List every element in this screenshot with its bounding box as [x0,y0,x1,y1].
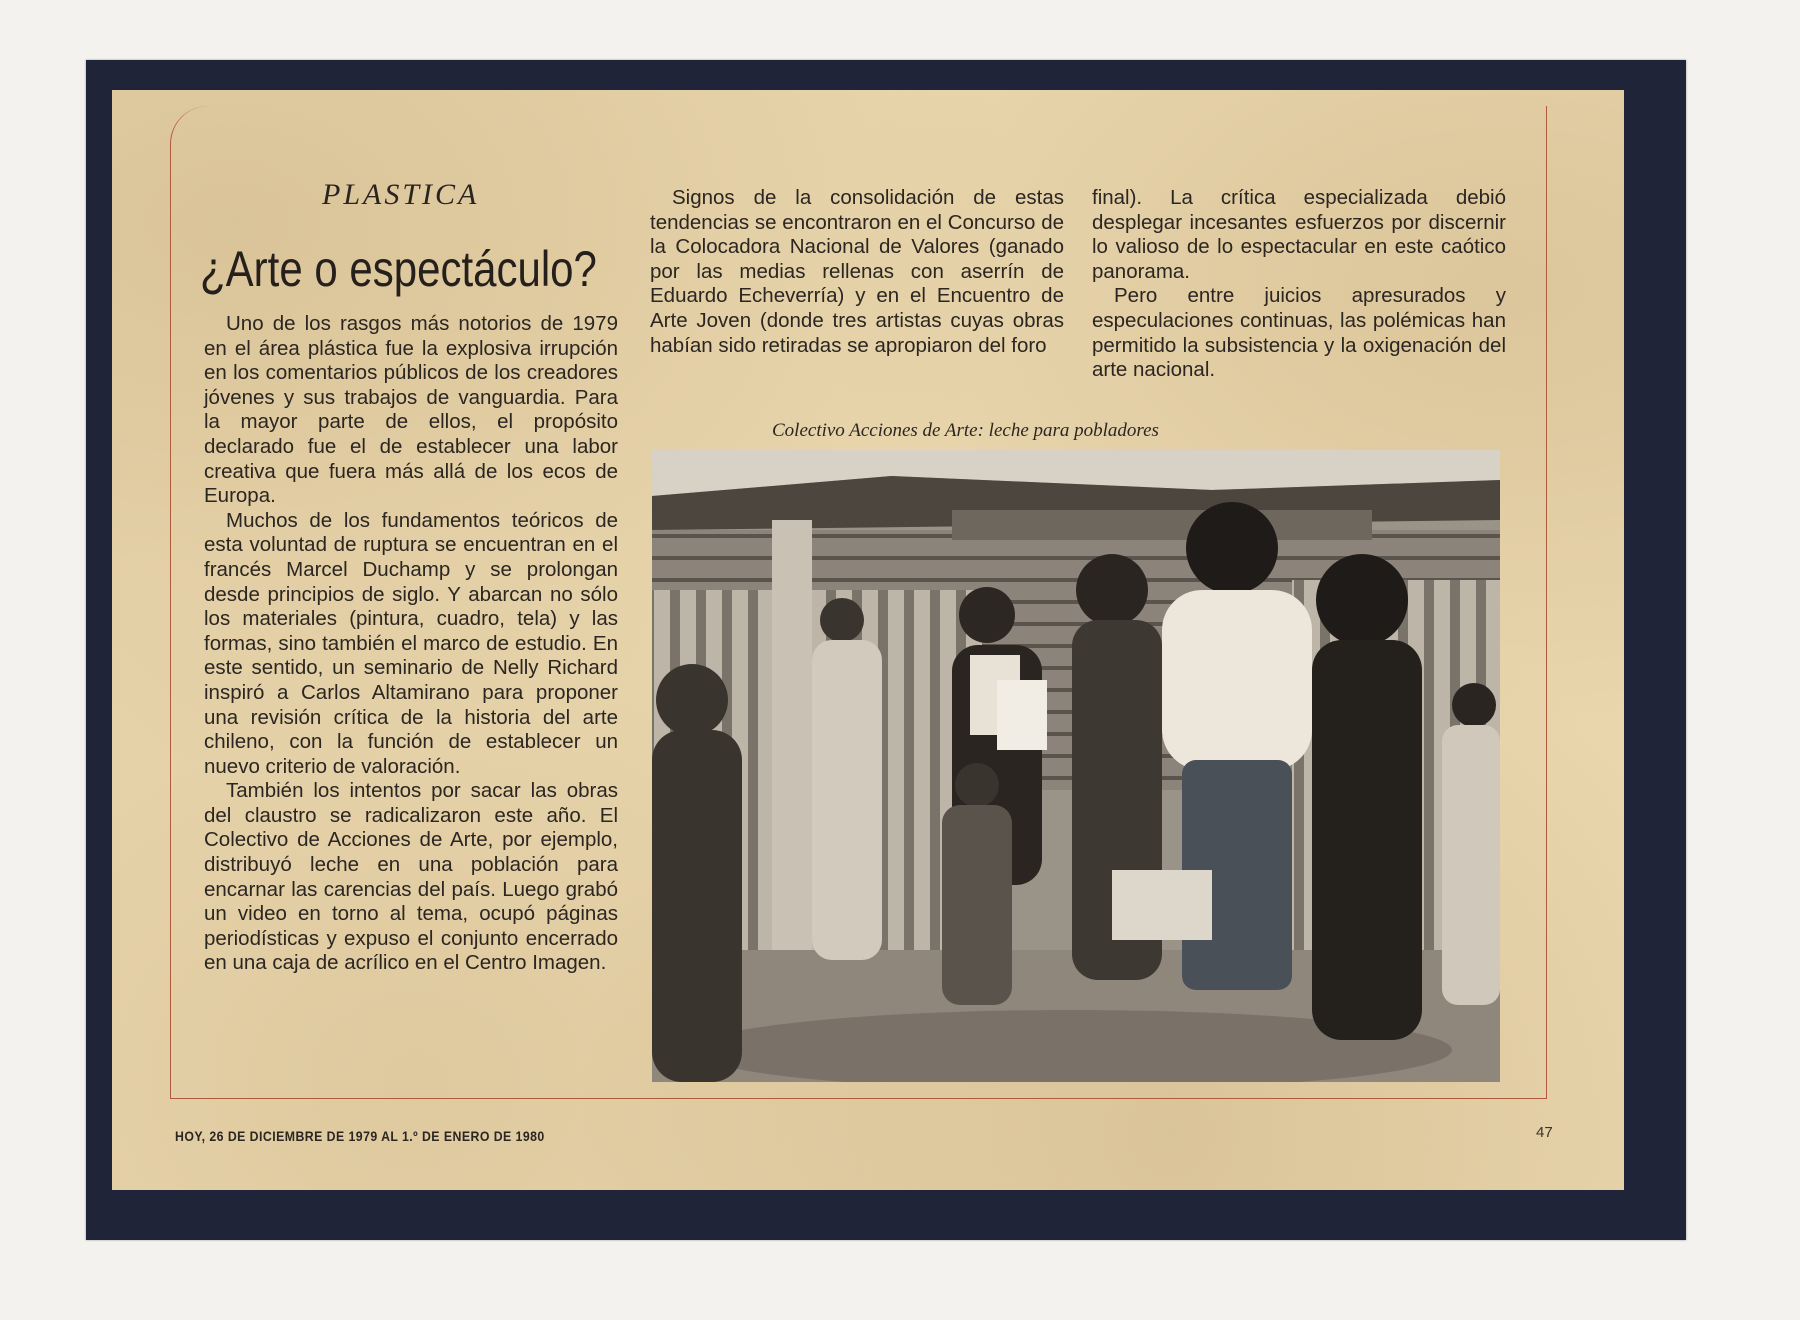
news-photo [652,450,1500,1082]
article-column-2 [650,186,1064,358]
paragraph: Signos de la consolidación de estas tendencias se encontraron en el Concurso de la Colocadora Nacional de Valores (ganado por las medias rellenas con aserrín de Eduardo Echeverría) y en el Encuentro de Arte Joven (donde tres artistas cuyas obras habían sido retiradas se apropiaron del foro [650,186,1064,357]
article-column-3 [1092,186,1506,383]
paragraph: Pero entre juicios apresurados y especulaciones continuas, las polémicas han permitido la subsistencia y la oxigenación del arte nacional. [1092,284,1506,382]
section-label: PLASTICA [322,178,480,211]
paragraph: También los intentos por sacar las obras del claustro se radicalizaron este año. El Colectivo de Acciones de Arte, por ejemplo, distribuyó leche en una población para encarnar las carencias del país. Luego grabó un video en torno al tema, ocupó páginas periodísticas y expuso el conjunto encerrado en una caja de acrílico en el Centro Imagen. [204,779,618,975]
photo-caption: Colectivo Acciones de Arte: leche para pobladores [772,420,1159,441]
paragraph: final). La crítica especializada debió desplegar incesantes esfuerzos por discernir lo valioso de lo espectacular en este caótico panorama. [1092,186,1506,283]
dark-mount-board [86,60,1686,1240]
newspaper-clipping [112,90,1624,1190]
headline: ¿Arte o espectáculo? [200,241,597,297]
article-column-1 [204,312,618,976]
paragraph: Muchos de los fundamentos teóricos de esta voluntad de ruptura se encuentran en el francés Marcel Duchamp y se prolongan desde principios de siglo. Y abarcan no sólo los materiales (pintura, cuadro, tela) y las formas, sino también el marco de estudio. En este sentido, un seminario de Nelly Richard inspiró a Carlos Altamirano para proponer una revisión crítica de la historia del arte chileno, con la función de establecer un nuevo criterio de valoración. [204,508,618,778]
photo-illustration [652,450,1500,1082]
footer-dateline: HOY, 26 DE DICIEMBRE DE 1979 AL 1.º DE ENERO DE 1980 [175,1128,545,1144]
paragraph: Uno de los rasgos más notorios de 1979 en el área plástica fue la explosiva irrupción en los comentarios públicos de los creadores jóvenes y sus trabajos de vanguardia. Para la mayor parte de ellos, el propósito declarado fue el de establecer una labor creativa que fuera más allá de los ecos de Europa. [204,312,618,508]
page-number: 47 [1536,1124,1553,1141]
